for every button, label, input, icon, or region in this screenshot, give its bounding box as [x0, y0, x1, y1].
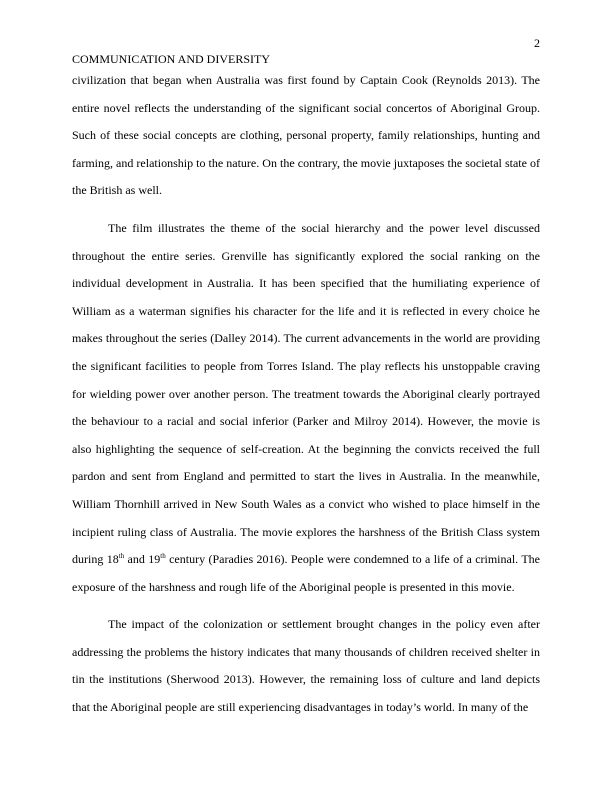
- paragraph-2-text-start: The film illustrates the theme of the social hierarchy and the power level discussed throughout the entire series. Grenville has significantly explored the social ranking on the individual development in Australia. It has been specified that the humiliating experience of William as a waterman signifies his character for the life and it is reflected in every choice he makes throughout the series (Dalley 2014). The current advancements in the world are providing the significant facilities to people from Torres Island. The play reflects his unstoppable craving for wielding power over another person. The treatment towards the Aboriginal clearly portrayed the behaviour to a racial and social inferior (Parker and Milroy 2014). However, the movie is also highlighting the sequence of self-creation. At the beginning the convicts received the full pardon and sent from England and permitted to start the lives in Australia. In the meanwhile, William Thornhill arrived in New South Wales as a convict who wished to place himself in the incipient ruling class of Australia. The movie explores the harshness of the British Class system during 18: [72, 220, 540, 567]
- paragraph-spacer: [72, 601, 540, 611]
- paragraph-1: civilization that began when Australia was first found by Captain Cook (Reynolds 2013). The entire novel reflects the understanding of the significant social concertos of Aboriginal Group. Such of these social concepts are clothing, personal property, family relationships, hunting and farming, and relationship to the nature. On the contrary, the movie juxtaposes the societal state of the British as well.: [72, 73, 540, 198]
- page-number: 2: [534, 36, 540, 50]
- paragraph-3: The impact of the colonization or settlement brought changes in the policy even after addressing the problems the history indicates that many thousands of children received shelter in tin the institutions (Sherwood 2013). However, the remaining loss of culture and land depicts that the Aboriginal people are still experiencing disadvantages in today’s world. In many of the: [72, 617, 540, 715]
- paragraph-2-text-middle: and 19: [124, 552, 161, 567]
- paragraph-spacer: [72, 205, 540, 215]
- ordinal-superscript-18th: th: [118, 552, 125, 561]
- ordinal-superscript-19th: th: [160, 552, 166, 561]
- paragraph-2: [72, 215, 540, 601]
- paragraph-2-text-end: century (Paradies 2016). People were condemned to a life of a criminal. The exposure of the harshness and rough life of the Aboriginal people is presented in this movie.: [72, 552, 540, 594]
- running-head: COMMUNICATION AND DIVERSITY: [72, 52, 270, 66]
- document-body: [72, 67, 540, 722]
